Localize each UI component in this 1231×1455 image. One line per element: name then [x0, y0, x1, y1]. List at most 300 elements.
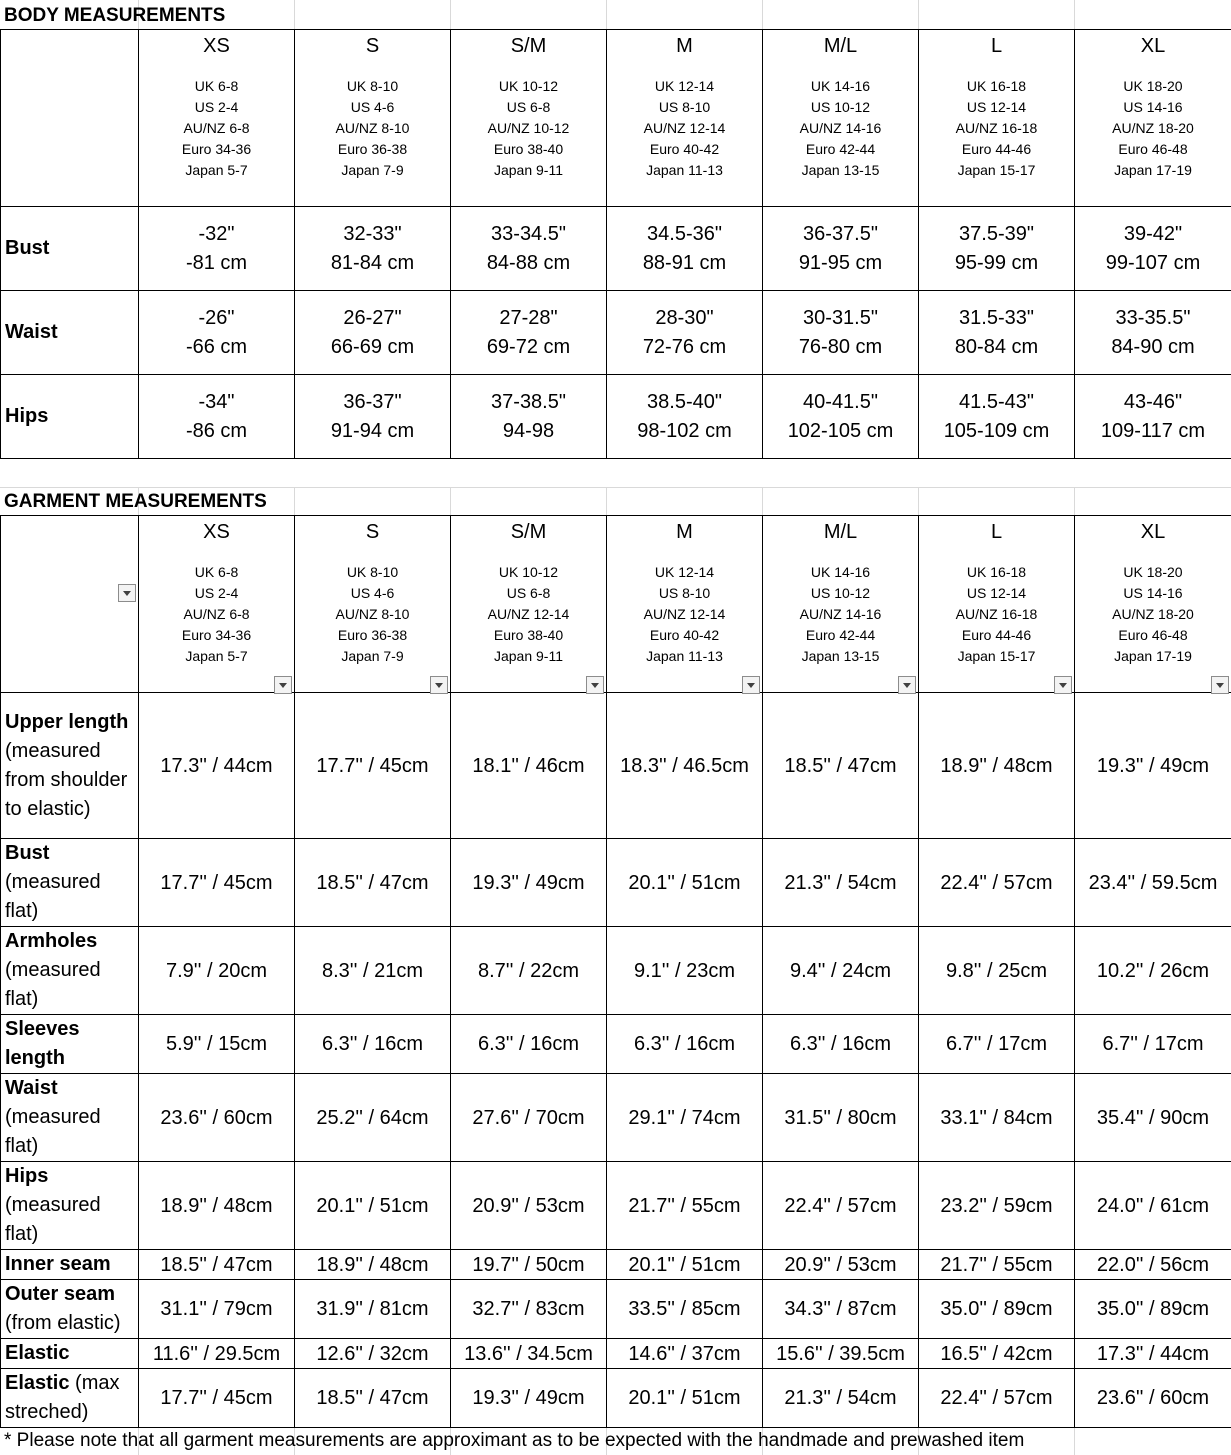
size-conversion: UK 6-8: [194, 78, 239, 94]
filter-dropdown-icon[interactable]: [1054, 676, 1072, 694]
measure-value: 19.3'' / 49cm: [1096, 754, 1210, 777]
measure-value: 9.1'' / 23cm: [633, 959, 735, 982]
measure-value: 99-107 cm: [1105, 251, 1201, 274]
measure-value: 18.1'' / 46cm: [472, 754, 585, 777]
size-conversion: US 14-16: [1123, 99, 1183, 115]
measure-cell: [1075, 375, 1231, 459]
size-header-cell: [919, 516, 1075, 693]
measure-value: 20.9'' / 53cm: [784, 1253, 897, 1276]
row-label-bold: Hips: [5, 1165, 49, 1187]
measure-value: 20.1'' / 51cm: [628, 1253, 741, 1276]
measure-value: 91-94 cm: [330, 419, 415, 442]
measure-value: 39-42": [1123, 222, 1183, 245]
measure-value: 66-69 cm: [330, 335, 415, 358]
measure-value: 84-88 cm: [486, 251, 571, 274]
measure-value: 31.9'' / 81cm: [316, 1298, 429, 1320]
row-label-bold: Inner seam: [5, 1253, 111, 1275]
measure-cell: [607, 1369, 763, 1428]
filter-dropdown-icon[interactable]: [742, 676, 760, 694]
measure-value: 18.5'' / 47cm: [316, 871, 429, 894]
measure-value: 31.5'' / 80cm: [784, 1106, 897, 1129]
measure-cell: [607, 1250, 763, 1280]
garment-measurements-title: GARMENT MEASUREMENTS: [4, 491, 267, 512]
size-name: S/M: [510, 521, 547, 543]
size-header-cell: [295, 516, 451, 693]
size-conversion: US 8-10: [658, 585, 711, 601]
measure-cell: [295, 839, 451, 927]
measure-value: 34.3'' / 87cm: [784, 1298, 897, 1320]
measure-value: 37-38.5": [491, 390, 566, 413]
size-conversion: US 8-10: [658, 99, 711, 115]
row-label-note: (measured flat): [5, 959, 101, 1010]
measure-cell: [295, 927, 451, 1015]
measure-cell: [1075, 839, 1231, 927]
measure-value: 22.0'' / 56cm: [1096, 1253, 1210, 1276]
measure-cell: [1075, 1015, 1231, 1074]
filter-dropdown-icon[interactable]: [586, 676, 604, 694]
measure-value: 19.3'' / 49cm: [472, 1387, 585, 1409]
size-conversion: Japan 11-13: [646, 648, 723, 664]
measure-cell: [607, 207, 763, 291]
measure-cell: [763, 1369, 919, 1428]
measure-value: 76-80 cm: [798, 335, 883, 358]
measure-cell: [451, 1250, 607, 1280]
measure-cell: [607, 1339, 763, 1369]
measure-cell: [1075, 1162, 1231, 1250]
measure-cell: [139, 693, 295, 839]
row-label: [1, 1250, 139, 1280]
measure-value: 33-34.5": [491, 222, 566, 245]
size-name: M: [676, 521, 693, 543]
size-header-cell: [139, 516, 295, 693]
measure-value: 18.5'' / 47cm: [160, 1253, 273, 1276]
size-header-content: [139, 516, 294, 696]
size-conversion: AU/NZ 14-16: [799, 606, 882, 622]
measure-cell: [763, 927, 919, 1015]
measure-value: -86 cm: [185, 419, 248, 442]
measure-value: 23.6'' / 60cm: [1096, 1387, 1210, 1409]
measure-value: 18.9'' / 48cm: [316, 1253, 429, 1276]
measure-value: 35.0'' / 89cm: [940, 1298, 1053, 1320]
measure-cell: [763, 291, 919, 375]
size-header-content: [607, 30, 762, 210]
size-conversion: UK 6-8: [194, 564, 239, 580]
measure-value: 11.6'' / 29.5cm: [152, 1342, 281, 1365]
size-name: L: [990, 521, 1003, 543]
measure-value: 22.4'' / 57cm: [784, 1194, 897, 1217]
measure-cell: [295, 1074, 451, 1162]
size-conversion: Japan 11-13: [646, 162, 723, 178]
size-header-cell: [1075, 516, 1231, 693]
size-conversion: AU/NZ 18-20: [1112, 606, 1194, 622]
size-conversion: UK 14-16: [810, 78, 871, 94]
measure-value: 25.2'' / 64cm: [316, 1106, 429, 1129]
measure-cell: [295, 1250, 451, 1280]
measure-cell: [295, 1339, 451, 1369]
measure-cell: [919, 207, 1075, 291]
measure-cell: [919, 1280, 1075, 1339]
size-conversion: Euro 42-44: [805, 141, 876, 157]
measure-cell: [763, 1250, 919, 1280]
measure-cell: [139, 207, 295, 291]
measure-cell: [1075, 927, 1231, 1015]
size-conversion: UK 16-18: [966, 564, 1027, 580]
measure-value: 18.5'' / 47cm: [784, 754, 897, 777]
measure-value: 102-105 cm: [787, 419, 894, 442]
size-header-content: [1075, 30, 1231, 210]
measure-cell: [1075, 1339, 1231, 1369]
blank-spreadsheet-row: [0, 459, 1231, 488]
size-conversion: UK 12-14: [654, 564, 715, 580]
size-conversion: Euro 42-44: [805, 627, 876, 643]
row-label: [1, 375, 139, 459]
measure-value: 43-46": [1123, 390, 1183, 413]
measure-value: 22.4'' / 57cm: [940, 871, 1053, 894]
measure-cell: [451, 1162, 607, 1250]
row-label: [1, 1369, 139, 1428]
size-conversion: AU/NZ 12-14: [643, 120, 726, 136]
measure-value: -66 cm: [185, 335, 248, 358]
row-label-text: Bust: [5, 237, 50, 259]
measure-cell: [763, 1280, 919, 1339]
row-label-bold: Outer seam: [5, 1283, 116, 1305]
measure-value: 20.1'' / 51cm: [628, 871, 741, 894]
measure-value: 23.2'' / 59cm: [940, 1194, 1053, 1217]
size-header-content: [139, 30, 294, 210]
measure-cell: [451, 291, 607, 375]
size-header-content: [763, 30, 918, 210]
measure-value: 17.3'' / 44cm: [160, 754, 273, 777]
size-header-cell: [607, 30, 763, 207]
measure-value: 80-84 cm: [954, 335, 1039, 358]
measure-cell: [451, 1074, 607, 1162]
size-header-cell: [451, 516, 607, 693]
measure-value: 36-37": [343, 390, 402, 413]
measure-cell: [1075, 1250, 1231, 1280]
garment-measure-row: [1, 1162, 1231, 1250]
filter-dropdown-icon[interactable]: [118, 584, 136, 602]
measure-cell: [139, 1339, 295, 1369]
measure-cell: [763, 375, 919, 459]
measure-cell: [295, 291, 451, 375]
measure-value: 98-102 cm: [637, 419, 732, 442]
measure-cell: [295, 375, 451, 459]
size-conversion: AU/NZ 18-20: [1112, 120, 1194, 136]
measure-value: 13.6'' / 34.5cm: [464, 1342, 593, 1365]
measure-value: 6.3'' / 16cm: [321, 1033, 423, 1055]
size-conversion: Euro 34-36: [181, 627, 252, 643]
measure-cell: [139, 291, 295, 375]
measure-value: 18.9'' / 48cm: [940, 754, 1053, 777]
size-header-cell: [295, 30, 451, 207]
garment-measure-row: [1, 927, 1231, 1015]
measure-value: 32.7'' / 83cm: [472, 1298, 585, 1320]
measure-cell: [919, 375, 1075, 459]
size-conversion: UK 8-10: [346, 78, 399, 94]
row-label: [1, 207, 139, 291]
size-header-cell: [607, 516, 763, 693]
measure-value: 9.4'' / 24cm: [789, 959, 891, 982]
filter-dropdown-icon[interactable]: [898, 676, 916, 694]
measure-cell: [139, 839, 295, 927]
garment-measure-row: [1, 1074, 1231, 1162]
size-conversion: UK 14-16: [810, 564, 871, 580]
measure-value: 32-33": [343, 222, 402, 245]
measure-value: 18.3'' / 46.5cm: [620, 754, 749, 777]
measure-cell: [451, 375, 607, 459]
measure-value: 23.4'' / 59.5cm: [1088, 871, 1218, 894]
footnote: * Please note that all garment measurements are approximant as to be expected with the handmade and prewashed item: [4, 1430, 1025, 1451]
size-header-content: [919, 30, 1074, 210]
size-conversion: UK 12-14: [654, 78, 715, 94]
measure-cell: [919, 693, 1075, 839]
size-name: S/M: [510, 35, 547, 57]
measure-cell: [295, 1162, 451, 1250]
size-conversion: Japan 5-7: [185, 162, 248, 178]
measure-cell: [139, 1162, 295, 1250]
row-label-note: (measured from shoulder to elastic): [5, 739, 128, 820]
measure-cell: [607, 693, 763, 839]
measure-cell: [919, 1250, 1075, 1280]
measure-cell: [919, 1015, 1075, 1074]
row-label: [1, 1162, 139, 1250]
measure-value: 30-31.5": [803, 306, 878, 329]
size-header-cell: [139, 30, 295, 207]
measure-value: 109-117 cm: [1100, 419, 1206, 442]
size-conversion: Japan 9-11: [493, 162, 563, 178]
size-conversion: UK 10-12: [498, 78, 559, 94]
measure-value: 24.0'' / 61cm: [1096, 1194, 1210, 1217]
measure-value: 26-27": [343, 306, 402, 329]
measure-value: 6.7'' / 17cm: [945, 1033, 1047, 1055]
row-label-bold: Upper length: [5, 710, 129, 733]
garment-measure-row: [1, 839, 1231, 927]
measure-cell: [607, 1162, 763, 1250]
measure-cell: [451, 693, 607, 839]
measure-value: 38.5-40": [647, 390, 722, 413]
row-label-note: (max streched): [5, 1372, 120, 1423]
size-header-cell: [763, 516, 919, 693]
measure-cell: [919, 927, 1075, 1015]
measure-cell: [451, 1369, 607, 1428]
measure-value: 84-90 cm: [1111, 335, 1195, 358]
size-name: L: [990, 35, 1003, 57]
measure-value: 6.3'' / 16cm: [789, 1033, 891, 1055]
measure-value: 35.0'' / 89cm: [1096, 1298, 1210, 1320]
filter-dropdown-icon[interactable]: [274, 676, 292, 694]
measure-cell: [919, 839, 1075, 927]
body-measure-row: [1, 207, 1231, 291]
measure-cell: [763, 1015, 919, 1074]
measure-value: 5.9'' / 15cm: [165, 1033, 267, 1055]
measure-value: 37.5-39": [959, 222, 1034, 245]
measure-value: 20.9'' / 53cm: [472, 1194, 585, 1217]
body-measurements-table: [0, 29, 1231, 459]
measure-value: 33-35.5": [1115, 306, 1191, 329]
size-conversion: Japan 17-19: [1114, 162, 1192, 178]
row-label: [1, 291, 139, 375]
size-conversion: UK 8-10: [346, 564, 399, 580]
size-conversion: US 2-4: [194, 99, 239, 115]
measure-cell: [607, 1015, 763, 1074]
size-conversion: US 6-8: [506, 99, 551, 115]
measure-cell: [763, 1339, 919, 1369]
measure-cell: [607, 839, 763, 927]
measure-cell: [139, 375, 295, 459]
body-measure-row: [1, 291, 1231, 375]
size-conversion: US 6-8: [506, 585, 551, 601]
measure-cell: [295, 1280, 451, 1339]
measure-value: 95-99 cm: [954, 251, 1039, 274]
measure-cell: [1075, 1074, 1231, 1162]
measure-value: 105-109 cm: [943, 419, 1050, 442]
row-label-bold: Bust: [5, 842, 50, 864]
size-conversion: Euro 38-40: [493, 627, 564, 643]
measure-cell: [763, 207, 919, 291]
measure-value: 16.5'' / 42cm: [940, 1342, 1053, 1365]
measure-value: -26": [198, 306, 235, 329]
size-conversion: Japan 7-9: [341, 162, 404, 178]
measure-value: -34": [198, 390, 235, 413]
row-label-bold: Elastic: [5, 1372, 70, 1394]
measure-cell: [607, 927, 763, 1015]
measure-value: 29.1'' / 74cm: [628, 1106, 741, 1129]
measure-value: 8.3'' / 21cm: [321, 959, 423, 982]
size-conversion: Euro 36-38: [337, 141, 408, 157]
row-label-note: (measured flat): [5, 1194, 101, 1245]
row-label-bold: Armholes: [5, 930, 98, 952]
measure-value: 17.7'' / 45cm: [316, 754, 429, 777]
size-name: M/L: [823, 521, 858, 543]
measure-cell: [451, 1015, 607, 1074]
size-conversion: UK 18-20: [1123, 564, 1183, 580]
measure-value: 14.6'' / 37cm: [628, 1342, 741, 1365]
filter-dropdown-icon[interactable]: [1211, 676, 1229, 694]
measure-value: 7.9'' / 20cm: [165, 959, 267, 982]
measure-value: 23.6'' / 60cm: [160, 1106, 273, 1129]
measure-value: 94-98: [502, 419, 555, 442]
garment-measure-row: [1, 1250, 1231, 1280]
measure-cell: [295, 1369, 451, 1428]
size-header-content: [451, 30, 606, 210]
size-conversion: Euro 40-42: [649, 627, 720, 643]
measure-cell: [139, 1074, 295, 1162]
size-name: M: [676, 35, 693, 57]
size-conversion: AU/NZ 16-18: [955, 606, 1038, 622]
measure-value: 8.7'' / 22cm: [477, 959, 579, 982]
size-header-content: [451, 516, 606, 696]
measure-cell: [451, 207, 607, 291]
size-name: M/L: [823, 35, 858, 57]
header-corner-cell: [1, 30, 139, 207]
garment-measurements-table: [0, 515, 1231, 1428]
measure-cell: [919, 1074, 1075, 1162]
size-header-content: [1075, 516, 1231, 696]
size-conversion: UK 16-18: [966, 78, 1027, 94]
row-label-text: Hips: [5, 405, 49, 427]
measure-cell: [763, 1074, 919, 1162]
filter-dropdown-icon[interactable]: [430, 676, 448, 694]
measure-cell: [1075, 207, 1231, 291]
size-conversion: Japan 13-15: [801, 648, 880, 664]
size-conversion: Euro 34-36: [181, 141, 252, 157]
measure-cell: [607, 1074, 763, 1162]
measure-value: -81 cm: [185, 251, 248, 274]
measure-cell: [763, 693, 919, 839]
measure-cell: [607, 291, 763, 375]
measure-value: 20.1'' / 51cm: [316, 1194, 429, 1217]
measure-value: 33.1'' / 84cm: [940, 1106, 1053, 1129]
measure-value: 21.7'' / 55cm: [940, 1253, 1053, 1276]
size-conversion: Japan 15-17: [957, 648, 1036, 664]
measure-value: 6.3'' / 16cm: [477, 1033, 579, 1055]
size-conversion: AU/NZ 6-8: [183, 606, 250, 622]
size-conversion: AU/NZ 8-10: [335, 606, 410, 622]
measure-value: 10.2'' / 26cm: [1096, 959, 1210, 982]
size-conversion: AU/NZ 16-18: [955, 120, 1038, 136]
garment-measure-row: [1, 1280, 1231, 1339]
size-name: S: [365, 521, 380, 543]
row-label: [1, 693, 139, 839]
row-label-note: (measured flat): [5, 1106, 101, 1157]
size-conversion: Euro 46-48: [1118, 627, 1188, 643]
size-conversion: Euro 40-42: [649, 141, 720, 157]
measure-value: 31.1'' / 79cm: [160, 1298, 273, 1320]
measure-cell: [139, 1280, 295, 1339]
measure-value: 27-28": [499, 306, 558, 329]
size-conversion: US 12-14: [966, 99, 1027, 115]
size-header-cell: [919, 30, 1075, 207]
measure-value: 31.5-33": [959, 306, 1034, 329]
measure-cell: [919, 1339, 1075, 1369]
size-header-cell: [451, 30, 607, 207]
size-conversion: AU/NZ 12-14: [487, 606, 570, 622]
size-name: XL: [1140, 521, 1166, 543]
measure-value: 91-95 cm: [798, 251, 883, 274]
measure-value: 69-72 cm: [486, 335, 571, 358]
measure-cell: [139, 927, 295, 1015]
row-label-bold: Sleeves length: [5, 1018, 80, 1069]
measure-cell: [295, 693, 451, 839]
measure-value: 18.9'' / 48cm: [160, 1194, 273, 1217]
measure-cell: [139, 1015, 295, 1074]
row-label-bold: Waist: [5, 1077, 58, 1099]
size-conversion: Japan 5-7: [185, 648, 248, 664]
measure-cell: [451, 1339, 607, 1369]
row-label: [1, 839, 139, 927]
size-name: XS: [203, 35, 230, 57]
size-name: XS: [203, 521, 230, 543]
measure-value: 6.3'' / 16cm: [633, 1033, 735, 1055]
measure-value: 21.7'' / 55cm: [628, 1194, 741, 1217]
measure-cell: [607, 375, 763, 459]
measure-value: 34.5-36": [647, 222, 722, 245]
measure-cell: [1075, 291, 1231, 375]
measure-cell: [919, 1369, 1075, 1428]
measure-value: 28-30": [655, 306, 714, 329]
measure-cell: [451, 927, 607, 1015]
size-conversion: US 10-12: [810, 99, 871, 115]
measure-value: -32": [198, 222, 235, 245]
measure-value: 17.3'' / 44cm: [1096, 1342, 1210, 1365]
size-conversion: UK 10-12: [498, 564, 559, 580]
size-name: XL: [1140, 35, 1166, 57]
size-conversion: UK 18-20: [1123, 78, 1183, 94]
row-label: [1, 927, 139, 1015]
measure-value: 36-37.5": [803, 222, 878, 245]
row-label: [1, 1280, 139, 1339]
measure-value: 15.6'' / 39.5cm: [776, 1342, 905, 1365]
